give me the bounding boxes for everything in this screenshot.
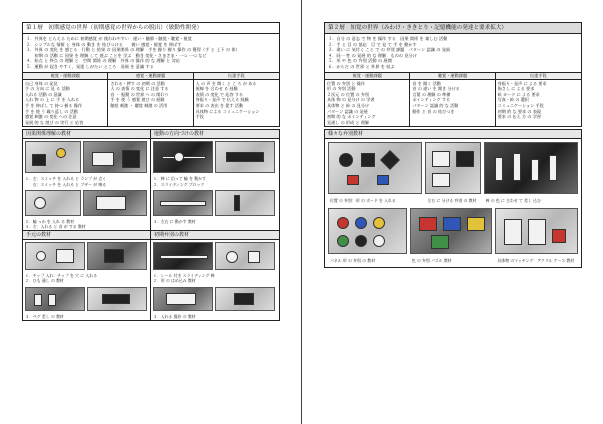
- intro-line: ３．外界 の 変化 を 感じる 行動 と 結果 の 因果関係 の 理解 手を 握り 握り 操作 の 獲得（手 と 上下 の 体）: [26, 47, 240, 53]
- task-line: 位置 の 弁別 と 操作: [327, 80, 365, 86]
- photo-shape-fit: [215, 242, 275, 270]
- photo-rail-bar: [153, 242, 213, 270]
- photo-caption: ３．ペグ 差し の 教材: [25, 313, 64, 319]
- task-line: 要求 の 表出 を 促す 活動: [195, 102, 244, 108]
- photo-rod-ring: [153, 141, 213, 173]
- photo-caption: 右：スイッチ を 入れる と ブザー が 鳴る: [25, 181, 107, 187]
- left-intro: [22, 34, 280, 73]
- task-line: 初期 的 な 要求 の 表現: [497, 108, 542, 114]
- photo-sliding-block: [215, 141, 275, 173]
- right-page: [302, 0, 603, 424]
- photo-caption: 位置 の 弁別：形 の ボード を 入れる: [330, 198, 396, 204]
- section-causal: [23, 130, 151, 230]
- photo-caption: 具体物 のマッチング：アクリル ケース 教材: [497, 257, 575, 263]
- task-line: 手 を 使 う 繰り返し の 活動: [25, 108, 78, 114]
- task-line: 具体 物 の 見分け の 学習: [327, 97, 375, 103]
- photo-switch-buzzer: [83, 141, 147, 173]
- task-column: [194, 73, 279, 127]
- photo-string-thread: [87, 242, 147, 270]
- task-line: パターン 認識 の 発展: [327, 108, 368, 114]
- photo-switch-lamp: [25, 141, 81, 173]
- photo-peg-board: [25, 287, 85, 311]
- task-line: 触覚 刺激 ・ 聴覚 刺激 の 活用: [110, 102, 168, 108]
- left-section-row-2: [22, 231, 280, 321]
- section-early-discrim: [151, 231, 279, 320]
- right-intro: [324, 34, 582, 73]
- task-line: 絵 カード に よる 要求: [497, 91, 540, 97]
- intro-line: ５．運動 が 起き やすく、発達 しがたい ところ 発展 を 意識 する: [26, 63, 154, 69]
- task-column: [23, 73, 108, 127]
- photo-caption: ３．左右 に 動かす 教材: [153, 218, 196, 224]
- task-column-head: 視覚・運動課題: [325, 73, 409, 80]
- task-line: 写真・絵 の 選択: [497, 97, 529, 103]
- task-line: 初期 的 な ポインティング: [327, 114, 376, 120]
- intro-line: ４．同一 性 の 発展 的 な 理解 ものの 見分け: [328, 52, 417, 58]
- photo-caption: １．レール 付き スライディング 棒: [153, 273, 215, 279]
- right-task-table: [324, 73, 582, 128]
- task-line: 視線 を 合わせ る 経験: [195, 86, 238, 92]
- task-column: [496, 73, 581, 127]
- left-section-row-1: [22, 129, 280, 231]
- task-column: [325, 73, 410, 127]
- task-line: 人 の 声 を 聞く と こ ろ が ある: [195, 80, 257, 86]
- intro-line: １．自分 の 意志 で 物 を 操作 する 因果 関係 を 楽しむ 活動: [328, 36, 448, 41]
- photo-caption: 色 の 弁別 パズル 教材: [411, 257, 452, 263]
- task-line: 手 を 使 う 感覚 遊び の 経験: [110, 97, 165, 103]
- section-direction: [151, 130, 279, 230]
- photo-caption: ２．輪 っか を 入れ る 教材: [25, 218, 74, 224]
- photo-drop-box: [83, 190, 147, 216]
- photo-case-insert: [87, 287, 147, 311]
- photo-puzzle: [410, 208, 493, 254]
- task-line: 具体物 と 絵 の 見分け: [327, 102, 370, 108]
- photo-ring-insert: [25, 190, 81, 216]
- task-column-head: 聴覚・運動課題: [410, 73, 494, 80]
- task-line: 自己 身体 の 発見: [25, 80, 58, 86]
- task-line: 発展 的 な 遊び の 実行 と 応答: [25, 119, 84, 125]
- photo-caption: １．チップ 入れ：チップ を 穴 に 入れる: [25, 273, 98, 279]
- photo-caption: ２．形 の はめ込み 教材: [153, 278, 196, 284]
- task-line: 音 を 聞く 活動: [412, 80, 441, 86]
- photo-slide-lever: [215, 190, 275, 216]
- photo-peg-color: [484, 142, 578, 194]
- section-head: 因果関係理解の教材: [23, 130, 150, 139]
- task-line: ポインティング する: [412, 97, 451, 103]
- task-line: さわる・押す の 初期 の 活動: [110, 80, 165, 86]
- task-line: 身振り・発声 に よる 要求: [497, 80, 547, 86]
- photo-caption: 左右 に 分ける 弁別 の 教材: [427, 198, 477, 204]
- section-head: 手元の教材: [23, 231, 150, 240]
- task-line: 言葉 の 理解 の 準備: [412, 91, 451, 97]
- photo-board-insert: [215, 287, 275, 311]
- task-line: 人 の 表情 の 変化 に 注意 する: [110, 86, 169, 92]
- section-hand: [23, 231, 151, 320]
- intro-line: ２．手 と 目 の 協応 目 で 見 て 手 を 動かす: [328, 41, 417, 47]
- photo-caption: ３．入れる 操作 の 教材: [153, 313, 196, 319]
- task-line: 動作 と 音 の 結びつき: [412, 108, 455, 114]
- photo-shape-trays: [425, 142, 480, 194]
- photo-shape-board: [328, 142, 422, 194]
- task-line: 表情 の 変化 で 応答 する: [195, 91, 244, 97]
- intro-line: ４．始点 と 終点 の 理解 と 空間 関係 の 理解 外界 の 操作 的 な 理解 と 対応: [26, 58, 180, 64]
- task-column-head: 伝達手段: [496, 73, 581, 80]
- photo-box-insert: [153, 287, 213, 311]
- photo-caption: １．棒 に 沿って 輪 を 動かす: [153, 176, 206, 182]
- photo-caption: 棒 の 色 に 合わせ て 差し 込む: [485, 198, 541, 204]
- task-column-head: 伝達手段: [194, 73, 279, 80]
- task-line: 要求 の 伝え 方 の 学習: [497, 114, 542, 120]
- task-line: 身振り・発声 で 伝える 経験: [195, 97, 249, 103]
- photo-caption: パネル 形 の 弁別 の 教材: [330, 257, 376, 263]
- intro-line: ２．シンプルな 情報 と 身体 の 動き を 結びつける 握い 感覚・視覚 を 伸ばす: [26, 41, 182, 47]
- task-line: コミュニケーション 手段: [497, 102, 544, 108]
- photo-color-panel: [328, 208, 407, 254]
- photo-chip-insert: [25, 242, 85, 270]
- task-line: 入れる 活動 の 意識: [25, 91, 62, 97]
- task-line: 見通し の 形成 と 理解: [327, 119, 370, 125]
- photo-caption: ３．左：入れる と 音 が する 教材: [25, 223, 86, 229]
- task-line: 音 ・ 振動 の 世界 へ の 関わり: [110, 91, 169, 97]
- task-line: 感覚 刺激 の 変化 への 注意: [25, 114, 77, 120]
- task-line: 入れ 物 の 上 に 手 を 入れる: [25, 97, 80, 103]
- task-line: 指さし に よる 要求: [497, 86, 535, 92]
- intro-line: 初期 の 活動 に 因果 を 理解 して 遊ぶ ことを 学ぶ 動き 変化・さまざま・一つ 一つ など: [26, 52, 207, 58]
- task-column-head: 感覚・運動課題: [108, 73, 192, 80]
- photo-caption: ２．スライディング ブロック: [153, 181, 205, 187]
- intro-line: ５．形 や 色 の 弁別 活動 の 展開: [328, 58, 392, 64]
- left-page-title: 第１層 初期感覚の世界（初期感覚の世界からの脱出）（敏動性開発）: [22, 22, 280, 34]
- task-line: 手 を 伸ばし て 持つ 握る 操作: [25, 102, 82, 108]
- intro-line: ６．からだ の 世界 と 外界 を 結ぶ: [328, 63, 395, 69]
- section-head: 運動の方向づけの教材: [151, 130, 279, 139]
- intro-line: １．外界を とらえる ために 初期感覚 が 使われやすい 運い・触節・触覚・聴覚・視覚: [26, 36, 192, 41]
- task-column: [108, 73, 193, 127]
- left-page: [0, 0, 301, 424]
- task-line: 手 の 方向 に 見 る 活動: [25, 86, 70, 92]
- intro-line: ３．違い に 気付く こと で の 弁別 課題 パターン 認識 の 発展: [328, 47, 451, 53]
- section-head: 初期弁別の教材: [151, 231, 279, 240]
- photo-caption: １．左：スイッチ を 入れる と ランプ が 点く: [25, 176, 107, 182]
- task-line: 手段: [195, 114, 204, 120]
- task-column: [410, 73, 495, 127]
- section-various-discrim: [324, 129, 582, 267]
- right-page-title: 第２層 知覚の世界（みわけ・ききとり・記憶機能の発達と要求拡大）: [324, 22, 582, 34]
- task-line: 音 の 違い を 聞き 分ける: [412, 86, 460, 92]
- section-head: 様々な弁別教材: [325, 130, 581, 139]
- task-line: ２次元 の 位置 の 弁別: [327, 91, 370, 97]
- photo-slide-track: [153, 190, 213, 216]
- task-line: 形 の 弁別 活動: [327, 86, 356, 92]
- task-column-head: 視覚・運動課題: [23, 73, 107, 80]
- task-line: 具体物 による コミュニケーション: [195, 108, 260, 114]
- photo-caption: ２．ひも 通し の 教材: [25, 278, 64, 284]
- photo-acrylic-case: [495, 208, 578, 254]
- task-line: パターン 認識 的 な 活動: [412, 102, 459, 108]
- left-task-table: [22, 73, 280, 128]
